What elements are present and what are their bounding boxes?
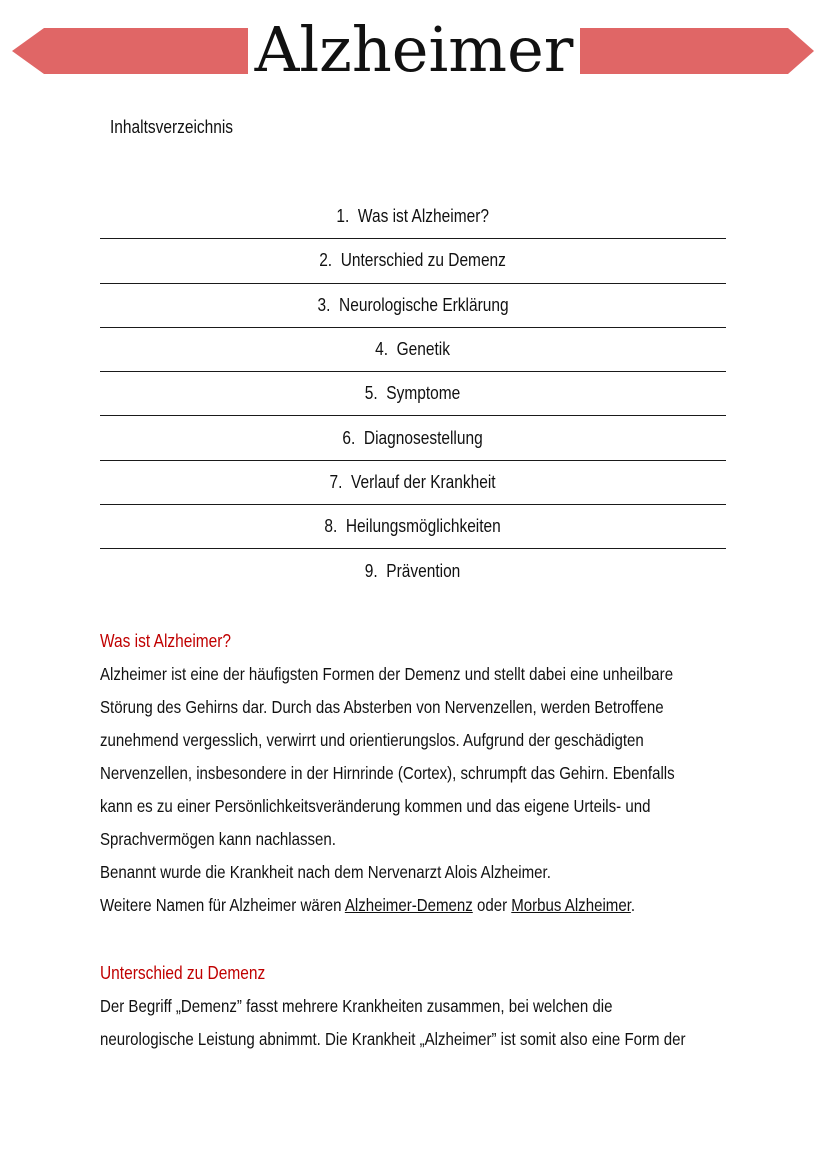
toc-item[interactable] — [100, 372, 726, 416]
section-heading: Was ist Alzheimer? — [100, 631, 232, 651]
paragraph-line: Nervenzellen, insbesondere in der Hirnrinde (Cortex), schrumpft das Gehirn. Ebenfalls — [100, 763, 675, 783]
paragraph-line: Störung des Gehirns dar. Durch das Absterben von Nervenzellen, werden Betroffene — [100, 697, 664, 717]
link-alzheimer-demenz[interactable]: Alzheimer-Demenz — [344, 895, 473, 915]
toc-item-label: Diagnosestellung — [364, 427, 484, 448]
toc-item-label: Unterschied zu Demenz — [341, 250, 507, 271]
section-heading: Unterschied zu Demenz — [100, 963, 266, 983]
toc-item-label: Prävention — [386, 561, 461, 582]
section-was-ist-alzheimer — [100, 625, 780, 922]
toc-item-label: Symptome — [386, 383, 461, 404]
toc-item[interactable] — [100, 328, 726, 372]
names-suffix: . — [630, 895, 636, 915]
toc-item[interactable] — [100, 284, 726, 328]
paragraph-line: Der Begriff „Demenz” fasst mehrere Krankheiten zusammen, bei welchen die — [100, 996, 613, 1016]
toc-item-label: Neurologische Erklärung — [338, 294, 509, 315]
toc-item-number: 4. — [375, 339, 389, 360]
toc-item[interactable] — [100, 505, 726, 549]
toc-item-number: 7. — [329, 471, 343, 492]
toc-item-number: 2. — [319, 250, 333, 271]
toc-item[interactable] — [100, 239, 726, 283]
section-unterschied-zu-demenz — [100, 957, 780, 1056]
toc-item-number: 1. — [336, 206, 350, 227]
toc-heading: Inhaltsverzeichnis — [110, 117, 234, 137]
toc-item-label: Was ist Alzheimer? — [358, 206, 490, 227]
toc-item-number: 6. — [342, 427, 356, 448]
banner-right-arrow — [580, 28, 814, 74]
document-title: Alzheimer — [254, 13, 574, 86]
link-morbus-alzheimer[interactable]: Morbus Alzheimer — [511, 895, 631, 915]
table-of-contents — [100, 195, 726, 594]
toc-item-label: Verlauf der Krankheit — [351, 471, 497, 492]
names-prefix: Weitere Namen für Alzheimer wären — [100, 895, 345, 915]
paragraph-line: zunehmend vergesslich, verwirrt und orientierungslos. Aufgrund der geschädigten — [100, 730, 644, 750]
paragraph-line: kann es zu einer Persönlichkeitsveränderung kommen und das eigene Urteils- und — [100, 796, 651, 816]
paragraph-line: neurologische Leistung abnimmt. Die Krankheit „Alzheimer” ist somit also eine Form der — [100, 1029, 686, 1049]
paragraph-line: Alzheimer ist eine der häufigsten Formen der Demenz und stellt dabei eine unheilbare — [100, 664, 674, 684]
toc-item-number: 3. — [317, 294, 331, 315]
names-middle: oder — [472, 895, 512, 915]
banner-left-arrow — [12, 28, 248, 74]
toc-item-number: 8. — [324, 516, 338, 537]
toc-item-number: 5. — [365, 383, 379, 404]
toc-item[interactable] — [100, 416, 726, 460]
alternative-names-line — [100, 889, 685, 922]
toc-item[interactable] — [100, 461, 726, 505]
paragraph-line: Benannt wurde die Krankheit nach dem Nervenarzt Alois Alzheimer. — [100, 862, 551, 882]
paragraph-line: Sprachvermögen kann nachlassen. — [100, 829, 336, 849]
toc-item-number: 9. — [365, 561, 379, 582]
toc-item-label: Genetik — [397, 339, 451, 360]
toc-item-label: Heilungsmöglichkeiten — [346, 516, 502, 537]
toc-item[interactable] — [100, 195, 726, 239]
title-banner — [0, 0, 828, 100]
toc-item[interactable] — [100, 549, 726, 593]
